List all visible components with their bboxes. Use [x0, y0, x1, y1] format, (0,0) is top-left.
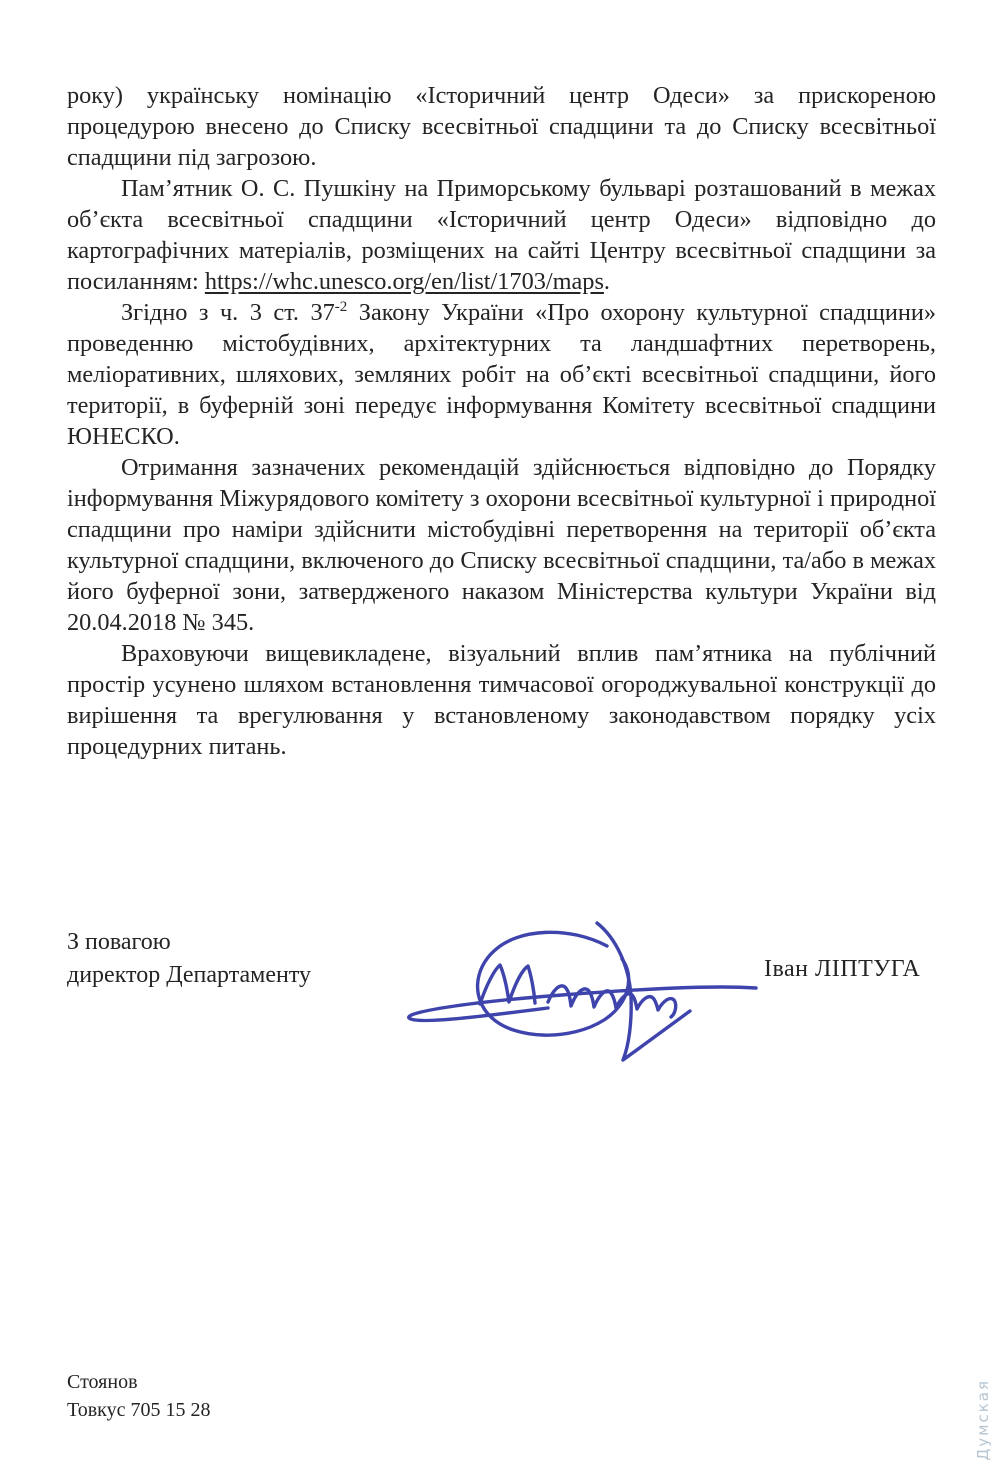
paragraph-4: [67, 452, 936, 638]
paragraph-2-period: .: [603, 268, 610, 295]
paragraph-3-text-after-sup: Закону України «Про охорону культурної спадщини» проведенню містобудівних, архітектурних та ландшафтних перетворень, меліоративних, шляхових, земляних робіт на об’єкті всесвітньої спадщини, його території, в буферній зоні передує інформування Комітету всесвітньої спадщини ЮНЕСКО.: [67, 299, 936, 450]
law-article-superscript: -2: [334, 298, 348, 315]
signer-title: директор Департаменту: [67, 962, 312, 988]
closing-block: [67, 926, 311, 992]
paragraph-1-text: року) українську номінацію «Історичний центр Одеси» за прискореною процедурою внесено до Списку всесвітньої спадщини та до Списку всесвітньої спадщини під загрозою.: [67, 82, 936, 171]
watermark-dumskaya: Думская: [974, 1378, 992, 1460]
unesco-maps-link[interactable]: https://whc.unesco.org/en/list/1703/maps: [204, 268, 604, 295]
executor-phone: Товкус 705 15 28: [67, 1399, 211, 1421]
paragraph-5: [67, 638, 936, 762]
executor-block: [67, 1368, 210, 1424]
signer-name: Іван ЛІПТУГА: [764, 956, 921, 982]
signature-ink: [400, 918, 765, 1073]
closing-salutation: З повагою: [67, 929, 171, 955]
paragraph-2-text: Пам’ятник О. С. Пушкіну на Приморському бульварі розташований в межах об’єкта всесвітньої спадщини «Історичний центр Одеси» відповідно до картографічних матеріалів, розміщених на сайті Центру всесвітньої спадщини за посиланням:: [67, 175, 936, 295]
paragraph-1: [67, 80, 936, 173]
paragraph-4-text: Отримання зазначених рекомендацій здійснюється відповідно до Порядку інформування Міжурядового комітету з охорони всесвітньої культурної і природної спадщини про наміри здійснити містобудівні перетворення на території об’єкта культурної спадщини, включеного до Списку всесвітньої спадщини, та/або в межах його буферної зони, затвердженого наказом Міністерства культури України від 20.04.2018 № 345.: [67, 454, 936, 636]
executor-name: Стоянов: [67, 1371, 138, 1393]
paragraph-3: [67, 297, 936, 452]
paragraph-5-text: Враховуючи вищевикладене, візуальний вплив пам’ятника на публічний простір усунено шляхом встановлення тимчасової огороджувальної конструкції до вирішення та врегулювання у встановленому законодавством порядку усіх процедурних питань.: [67, 640, 936, 760]
letter-body: [67, 80, 936, 762]
paragraph-3-text-before-sup: Згідно з ч. 3 ст. 37: [121, 299, 335, 326]
paragraph-2: [67, 173, 936, 297]
